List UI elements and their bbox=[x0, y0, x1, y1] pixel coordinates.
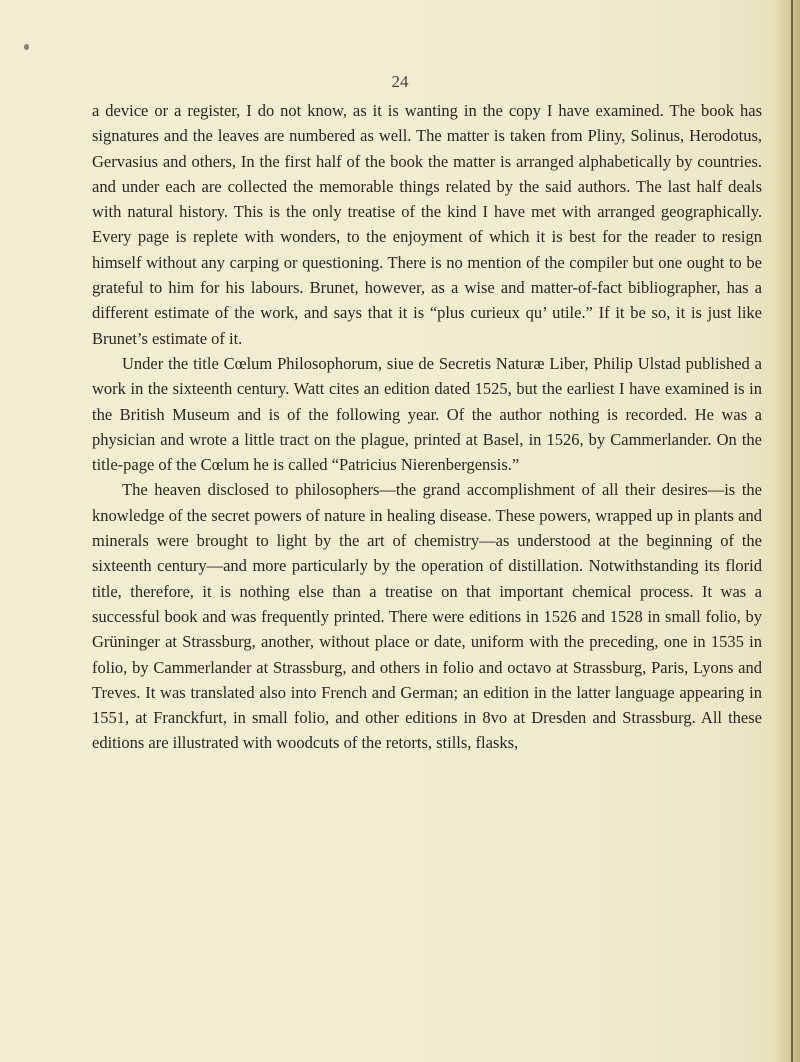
page-edge-shadow bbox=[774, 0, 800, 1062]
paper-spot bbox=[24, 44, 29, 50]
body-text bbox=[92, 98, 762, 756]
page-number: 24 bbox=[391, 72, 409, 91]
paragraph-3: The heaven disclosed to philosophers—the grand accomplishment of all their desires—is the knowledge of the secret powers of nature in healing disease. These powers, wrapped up in plants and minerals were brought to light by the art of chemistry—as understood at the beginning of the sixteenth century—and more particularly by the operation of distillation. Notwithstanding its florid title, therefore, it is nothing else than a treatise on that important chemical process. It was a successful book and was frequently printed. There were editions in 1526 and 1528 in small folio, by Grüninger at Strassburg, another, without place or date, uniform with the preceding, one in 1535 in folio, by Cammerlander at Strassburg, and others in folio and octavo at Strassburg, Paris, Lyons and Treves. It was translated also into French and German; an edition in the latter language appearing in 1551, at Franckfurt, in small folio, and other editions in 8vo at Dresden and Strassburg. All these editions are illustrated with woodcuts of the retorts, stills, flasks, bbox=[92, 480, 762, 753]
paragraph-1: a device or a register, I do not know, as it is wanting in the copy I have examined. The book has signatures and the leaves are numbered as well. The matter is taken from Pliny, Solinus, Herodotus, Gervasius and others, In the first half of the book the matter is arranged alphabetically by countries. and under each are collected the memorable things related by the said authors. The last half deals with natural history. This is the only treatise of the kind I have met with arranged geographically. Every page is replete with wonders, to the enjoyment of which it is best for the reader to resign himself without any carping or questioning. There is no mention of the compiler but one ought to be grateful to him for his labours. Brunet, however, as a wise and matter-of-fact bibliographer, has a different estimate of the work, and says that it is “plus curieux qu’ utile.” If it be so, it is just like Brunet’s estimate of it. bbox=[92, 101, 762, 348]
paragraph-2: Under the title Cœlum Philosophorum, siue de Secretis Naturæ Liber, Philip Ulstad published a work in the sixteenth century. Watt cites an edition dated 1525, but the earliest I have examined is in the British Museum and is of the following year. Of the author nothing is recorded. He was a physician and wrote a little tract on the plague, printed at Basel, in 1526, by Cammerlander. On the title-page of the Cœlum he is called “Patricius Nierenbergensis.” bbox=[92, 353, 762, 475]
page-edge-line bbox=[791, 0, 793, 1062]
